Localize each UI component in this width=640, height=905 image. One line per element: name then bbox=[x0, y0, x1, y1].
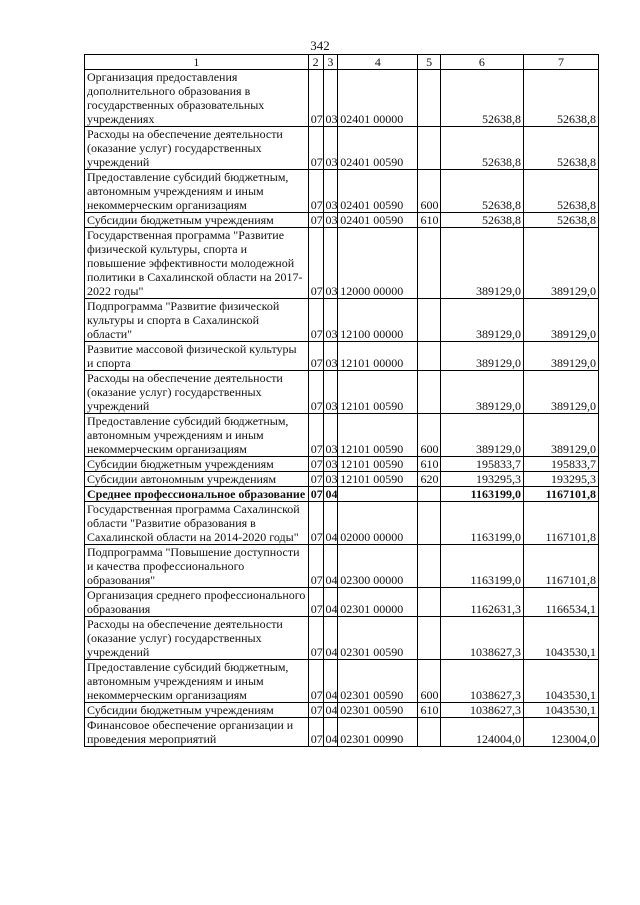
subsection-code: 03 bbox=[323, 170, 338, 213]
expense-type-code: 610 bbox=[418, 457, 440, 472]
amount-col6: 1163199,0 bbox=[440, 502, 523, 545]
table-row bbox=[85, 213, 599, 228]
amount-col7: 1167101,8 bbox=[524, 502, 599, 545]
table-row bbox=[85, 414, 599, 457]
table-row bbox=[85, 342, 599, 371]
table-row bbox=[85, 170, 599, 213]
target-article-code: 02301 00990 bbox=[338, 718, 418, 747]
amount-col7: 1167101,8 bbox=[524, 545, 599, 588]
row-name: Развитие массовой физической культуры и спорта bbox=[85, 342, 309, 371]
amount-col6: 389129,0 bbox=[440, 371, 523, 414]
expense-type-code bbox=[418, 718, 440, 747]
row-name: Среднее профессиональное образование bbox=[85, 487, 309, 502]
table-row bbox=[85, 487, 599, 502]
subsection-code: 03 bbox=[323, 457, 338, 472]
subsection-code: 04 bbox=[323, 502, 338, 545]
row-name: Подпрограмма "Развитие физической культуры и спорта в Сахалинской области" bbox=[85, 299, 309, 342]
subsection-code: 03 bbox=[323, 299, 338, 342]
row-name: Субсидии бюджетным учреждениям bbox=[85, 703, 309, 718]
target-article-code: 02301 00590 bbox=[338, 660, 418, 703]
section-code: 07 bbox=[308, 228, 323, 299]
subsection-code: 04 bbox=[323, 703, 338, 718]
subsection-code: 04 bbox=[323, 588, 338, 617]
row-name: Предоставление субсидий бюджетным, автономным учреждениям и иным некоммерческим организациям bbox=[85, 170, 309, 213]
row-name: Расходы на обеспечение деятельности (оказание услуг) государственных учреждений bbox=[85, 371, 309, 414]
amount-col7: 389129,0 bbox=[524, 342, 599, 371]
target-article-code: 02301 00000 bbox=[338, 588, 418, 617]
expense-type-code: 610 bbox=[418, 703, 440, 718]
column-header: 6 bbox=[440, 55, 523, 70]
budget-table bbox=[84, 54, 599, 747]
amount-col7: 1167101,8 bbox=[524, 487, 599, 502]
amount-col7: 52638,8 bbox=[524, 213, 599, 228]
amount-col6: 52638,8 bbox=[440, 213, 523, 228]
target-article-code bbox=[338, 487, 418, 502]
row-name: Организация среднего профессионального образования bbox=[85, 588, 309, 617]
subsection-code: 04 bbox=[323, 718, 338, 747]
row-name: Расходы на обеспечение деятельности (оказание услуг) государственных учреждений bbox=[85, 617, 309, 660]
target-article-code: 12101 00590 bbox=[338, 414, 418, 457]
amount-col6: 1038627,3 bbox=[440, 703, 523, 718]
subsection-code: 03 bbox=[323, 342, 338, 371]
column-header: 3 bbox=[323, 55, 338, 70]
table-row bbox=[85, 457, 599, 472]
expense-type-code bbox=[418, 299, 440, 342]
table-row bbox=[85, 502, 599, 545]
amount-col6: 389129,0 bbox=[440, 414, 523, 457]
row-name: Предоставление субсидий бюджетным, автономным учреждениям и иным некоммерческим организациям bbox=[85, 660, 309, 703]
row-name: Финансовое обеспечение организации и проведения мероприятий bbox=[85, 718, 309, 747]
amount-col7: 389129,0 bbox=[524, 414, 599, 457]
amount-col6: 52638,8 bbox=[440, 170, 523, 213]
table-row bbox=[85, 228, 599, 299]
section-code: 07 bbox=[308, 127, 323, 170]
amount-col7: 193295,3 bbox=[524, 472, 599, 487]
amount-col6: 52638,8 bbox=[440, 127, 523, 170]
subsection-code: 04 bbox=[323, 660, 338, 703]
amount-col6: 389129,0 bbox=[440, 299, 523, 342]
section-code: 07 bbox=[308, 457, 323, 472]
expense-type-code bbox=[418, 228, 440, 299]
section-code: 07 bbox=[308, 502, 323, 545]
row-name: Государственная программа Сахалинской области "Развитие образования в Сахалинской области на 2014-2020 годы" bbox=[85, 502, 309, 545]
row-name: Организация предоставления дополнительного образования в государственных образовательных учреждениях bbox=[85, 70, 309, 127]
expense-type-code bbox=[418, 342, 440, 371]
column-header: 1 bbox=[85, 55, 309, 70]
amount-col7: 195833,7 bbox=[524, 457, 599, 472]
amount-col7: 123004,0 bbox=[524, 718, 599, 747]
column-header: 2 bbox=[308, 55, 323, 70]
target-article-code: 12101 00590 bbox=[338, 457, 418, 472]
amount-col6: 124004,0 bbox=[440, 718, 523, 747]
table-row bbox=[85, 660, 599, 703]
amount-col6: 1038627,3 bbox=[440, 660, 523, 703]
amount-col6: 1162631,3 bbox=[440, 588, 523, 617]
column-header: 7 bbox=[524, 55, 599, 70]
column-header: 5 bbox=[418, 55, 440, 70]
row-name: Субсидии бюджетным учреждениям bbox=[85, 213, 309, 228]
subsection-code: 03 bbox=[323, 414, 338, 457]
table-row bbox=[85, 299, 599, 342]
section-code: 07 bbox=[308, 472, 323, 487]
expense-type-code: 610 bbox=[418, 213, 440, 228]
row-name: Государственная программа "Развитие физической культуры, спорта и повышение эффективности молодежной политики в Сахалинской области на 2017-2022 годы" bbox=[85, 228, 309, 299]
section-code: 07 bbox=[308, 213, 323, 228]
amount-col7: 1043530,1 bbox=[524, 703, 599, 718]
section-code: 07 bbox=[308, 718, 323, 747]
row-name: Предоставление субсидий бюджетным, автономным учреждениям и иным некоммерческим организациям bbox=[85, 414, 309, 457]
amount-col6: 1163199,0 bbox=[440, 487, 523, 502]
expense-type-code bbox=[418, 487, 440, 502]
column-header: 4 bbox=[338, 55, 418, 70]
target-article-code: 12101 00590 bbox=[338, 371, 418, 414]
expense-type-code bbox=[418, 127, 440, 170]
target-article-code: 02301 00590 bbox=[338, 617, 418, 660]
expense-type-code bbox=[418, 70, 440, 127]
subsection-code: 04 bbox=[323, 545, 338, 588]
section-code: 07 bbox=[308, 342, 323, 371]
amount-col6: 389129,0 bbox=[440, 228, 523, 299]
amount-col7: 1043530,1 bbox=[524, 660, 599, 703]
target-article-code: 02401 00590 bbox=[338, 213, 418, 228]
amount-col7: 389129,0 bbox=[524, 371, 599, 414]
expense-type-code: 600 bbox=[418, 414, 440, 457]
expense-type-code bbox=[418, 588, 440, 617]
table-row bbox=[85, 588, 599, 617]
section-code: 07 bbox=[308, 70, 323, 127]
expense-type-code: 600 bbox=[418, 660, 440, 703]
page-number: 342 bbox=[310, 38, 330, 53]
amount-col6: 389129,0 bbox=[440, 342, 523, 371]
row-name: Субсидии автономным учреждениям bbox=[85, 472, 309, 487]
section-code: 07 bbox=[308, 545, 323, 588]
section-code: 07 bbox=[308, 487, 323, 502]
section-code: 07 bbox=[308, 299, 323, 342]
target-article-code: 12100 00000 bbox=[338, 299, 418, 342]
target-article-code: 02300 00000 bbox=[338, 545, 418, 588]
target-article-code: 02301 00590 bbox=[338, 703, 418, 718]
target-article-code: 02401 00000 bbox=[338, 70, 418, 127]
amount-col7: 1166534,1 bbox=[524, 588, 599, 617]
table-row bbox=[85, 472, 599, 487]
target-article-code: 12000 00000 bbox=[338, 228, 418, 299]
target-article-code: 02000 00000 bbox=[338, 502, 418, 545]
expense-type-code bbox=[418, 371, 440, 414]
amount-col7: 52638,8 bbox=[524, 127, 599, 170]
section-code: 07 bbox=[308, 617, 323, 660]
row-name: Субсидии бюджетным учреждениям bbox=[85, 457, 309, 472]
target-article-code: 12101 00000 bbox=[338, 342, 418, 371]
amount-col7: 389129,0 bbox=[524, 299, 599, 342]
expense-type-code: 600 bbox=[418, 170, 440, 213]
table-row bbox=[85, 703, 599, 718]
section-code: 07 bbox=[308, 588, 323, 617]
expense-type-code bbox=[418, 545, 440, 588]
subsection-code: 03 bbox=[323, 213, 338, 228]
amount-col6: 193295,3 bbox=[440, 472, 523, 487]
section-code: 07 bbox=[308, 414, 323, 457]
row-name: Расходы на обеспечение деятельности (оказание услуг) государственных учреждений bbox=[85, 127, 309, 170]
amount-col6: 52638,8 bbox=[440, 70, 523, 127]
amount-col6: 1163199,0 bbox=[440, 545, 523, 588]
table-row bbox=[85, 70, 599, 127]
section-code: 07 bbox=[308, 703, 323, 718]
amount-col6: 195833,7 bbox=[440, 457, 523, 472]
table-row bbox=[85, 371, 599, 414]
table-row bbox=[85, 718, 599, 747]
expense-type-code bbox=[418, 502, 440, 545]
amount-col7: 389129,0 bbox=[524, 228, 599, 299]
subsection-code: 03 bbox=[323, 228, 338, 299]
table-row bbox=[85, 545, 599, 588]
table-row bbox=[85, 617, 599, 660]
subsection-code: 03 bbox=[323, 472, 338, 487]
amount-col7: 1043530,1 bbox=[524, 617, 599, 660]
expense-type-code bbox=[418, 617, 440, 660]
subsection-code: 03 bbox=[323, 127, 338, 170]
amount-col7: 52638,8 bbox=[524, 170, 599, 213]
expense-type-code: 620 bbox=[418, 472, 440, 487]
section-code: 07 bbox=[308, 371, 323, 414]
section-code: 07 bbox=[308, 660, 323, 703]
amount-col6: 1038627,3 bbox=[440, 617, 523, 660]
target-article-code: 12101 00590 bbox=[338, 472, 418, 487]
section-code: 07 bbox=[308, 170, 323, 213]
table-row bbox=[85, 127, 599, 170]
subsection-code: 03 bbox=[323, 371, 338, 414]
subsection-code: 03 bbox=[323, 70, 338, 127]
target-article-code: 02401 00590 bbox=[338, 170, 418, 213]
target-article-code: 02401 00590 bbox=[338, 127, 418, 170]
row-name: Подпрограмма "Повышение доступности и качества профессионального образования" bbox=[85, 545, 309, 588]
amount-col7: 52638,8 bbox=[524, 70, 599, 127]
header-row bbox=[85, 55, 599, 70]
subsection-code: 04 bbox=[323, 617, 338, 660]
subsection-code: 04 bbox=[323, 487, 338, 502]
